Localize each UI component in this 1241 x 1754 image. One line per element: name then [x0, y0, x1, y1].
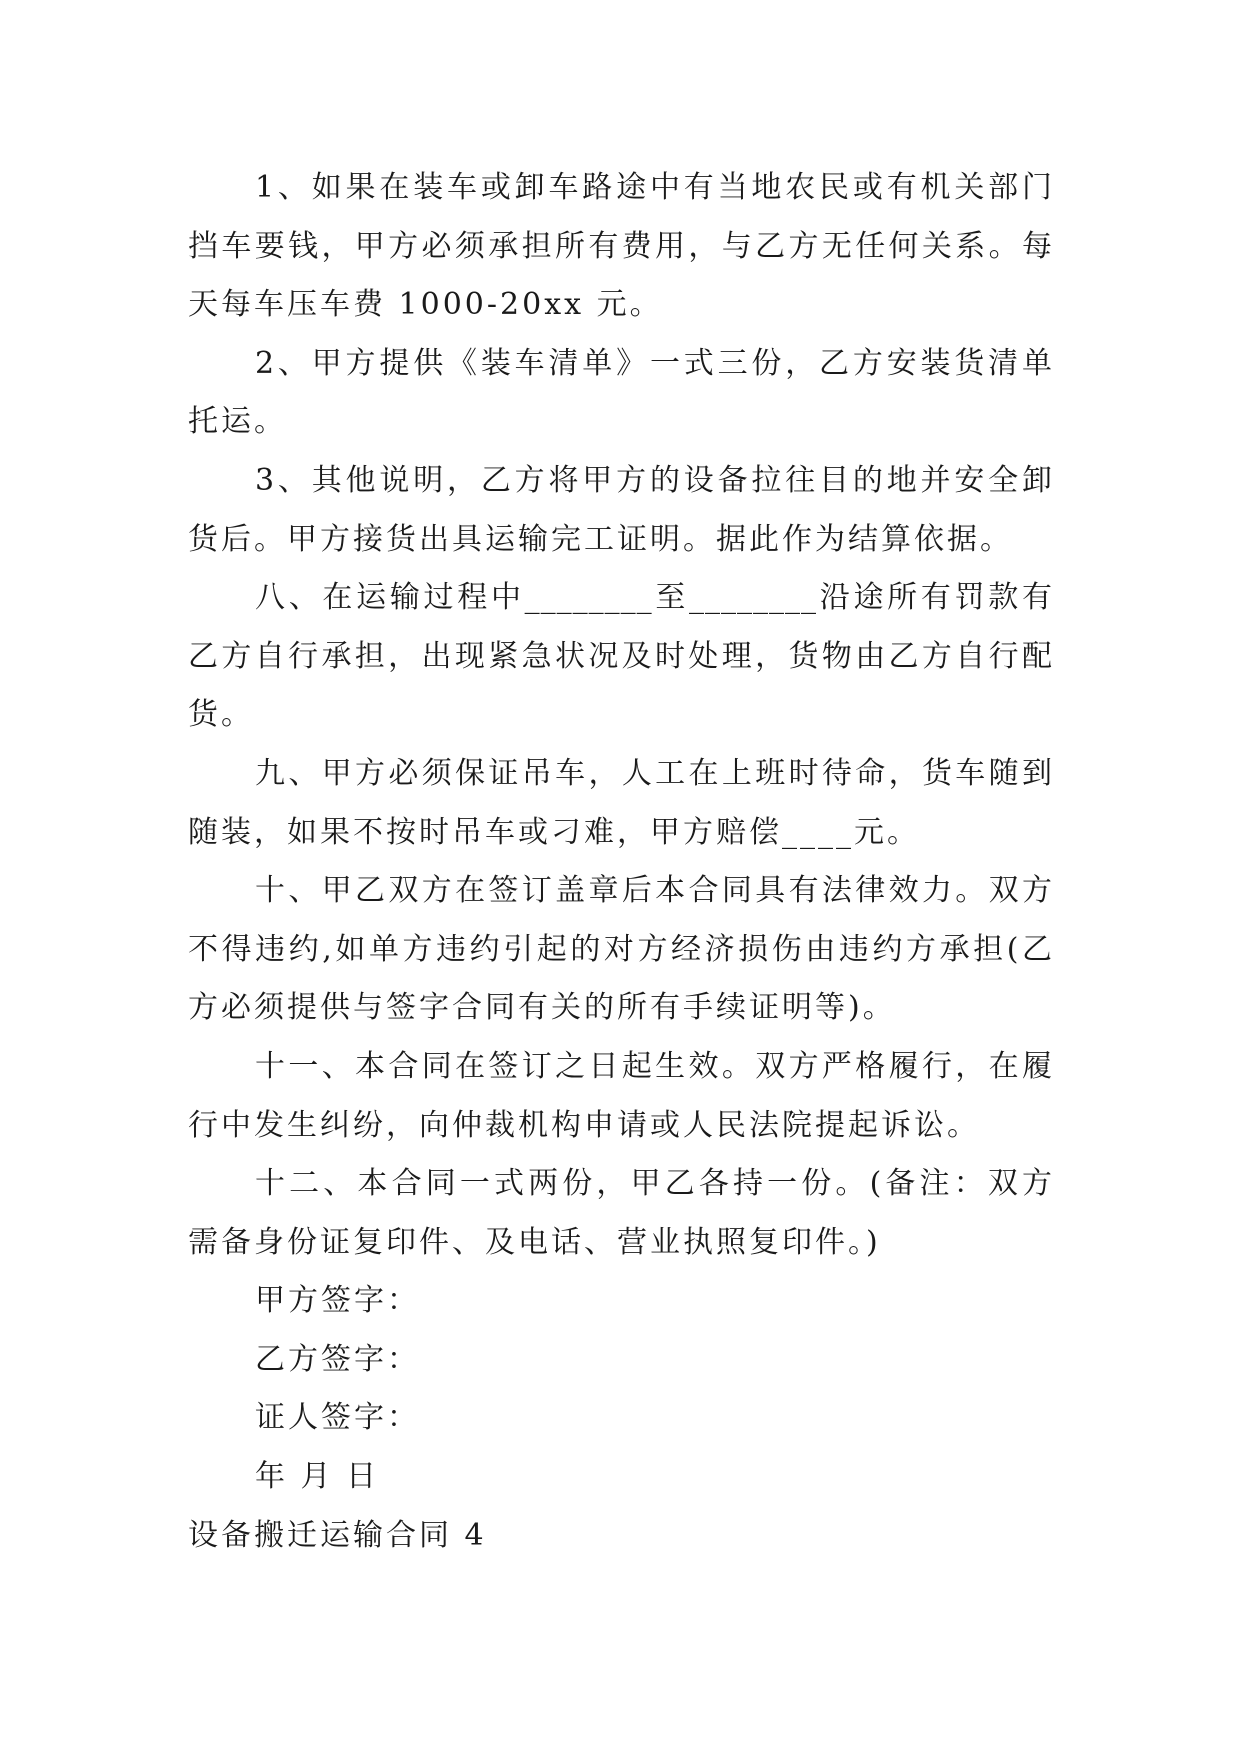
clause-line: 方必须提供与签字合同有关的所有手续证明等)。: [188, 990, 896, 1026]
signature-witness-label: 证人签字：: [255, 1400, 420, 1436]
clause-line: 2、甲方提供《装车清单》一式三份，乙方安装货清单: [255, 345, 1053, 381]
signature-party-b-label: 乙方签字：: [255, 1341, 420, 1377]
clause-line: 3、其他说明，乙方将甲方的设备拉往目的地并安全卸: [255, 462, 1053, 498]
clause-line: 托运。: [188, 404, 287, 440]
clause-line: 随装，如果不按时吊车或刁难，甲方赔偿____元。: [188, 814, 920, 850]
document-page: [188, 159, 1053, 1565]
clause-line: 1、如果在装车或卸车路途中有当地农民或有机关部门: [255, 170, 1053, 205]
clause-line: 乙方自行承担，出现紧急状况及时处理，货物由乙方自行配: [188, 638, 1053, 674]
clause-line: 十一、本合同在签订之日起生效。双方严格履行，在履: [255, 1048, 1053, 1084]
signature-party-a-label: 甲方签字：: [255, 1283, 420, 1319]
clause-line: 需备身份证复印件、及电话、营业执照复印件。): [188, 1224, 881, 1260]
clause-line: 八、在运输过程中________至________沿途所有罚款有: [255, 580, 1053, 616]
clause-line: 十二、本合同一式两份，甲乙各持一份。(备注：双方: [255, 1166, 1053, 1202]
clause-line: 天每车压车费 1000-20xx 元。: [188, 287, 663, 323]
clause-line: 行中发生纠纷，向仲裁机构申请或人民法院提起诉讼。: [188, 1107, 980, 1143]
next-contract-title: 设备搬迁运输合同 4: [188, 1517, 487, 1553]
signature-date-label: 年 月 日: [255, 1459, 380, 1495]
clause-line: 货后。甲方接货出具运输完工证明。据此作为结算依据。: [188, 521, 1013, 557]
clause-line: 九、甲方必须保证吊车，人工在上班时待命，货车随到: [255, 755, 1053, 791]
clause-line: 十、甲乙双方在签订盖章后本合同具有法律效力。双方: [255, 873, 1053, 909]
clause-line: 不得违约,如单方违约引起的对方经济损伤由违约方承担(乙: [188, 931, 1053, 967]
clause-line: 货。: [188, 697, 254, 733]
clause-line: 挡车要钱，甲方必须承担所有费用，与乙方无任何关系。每: [188, 228, 1053, 264]
